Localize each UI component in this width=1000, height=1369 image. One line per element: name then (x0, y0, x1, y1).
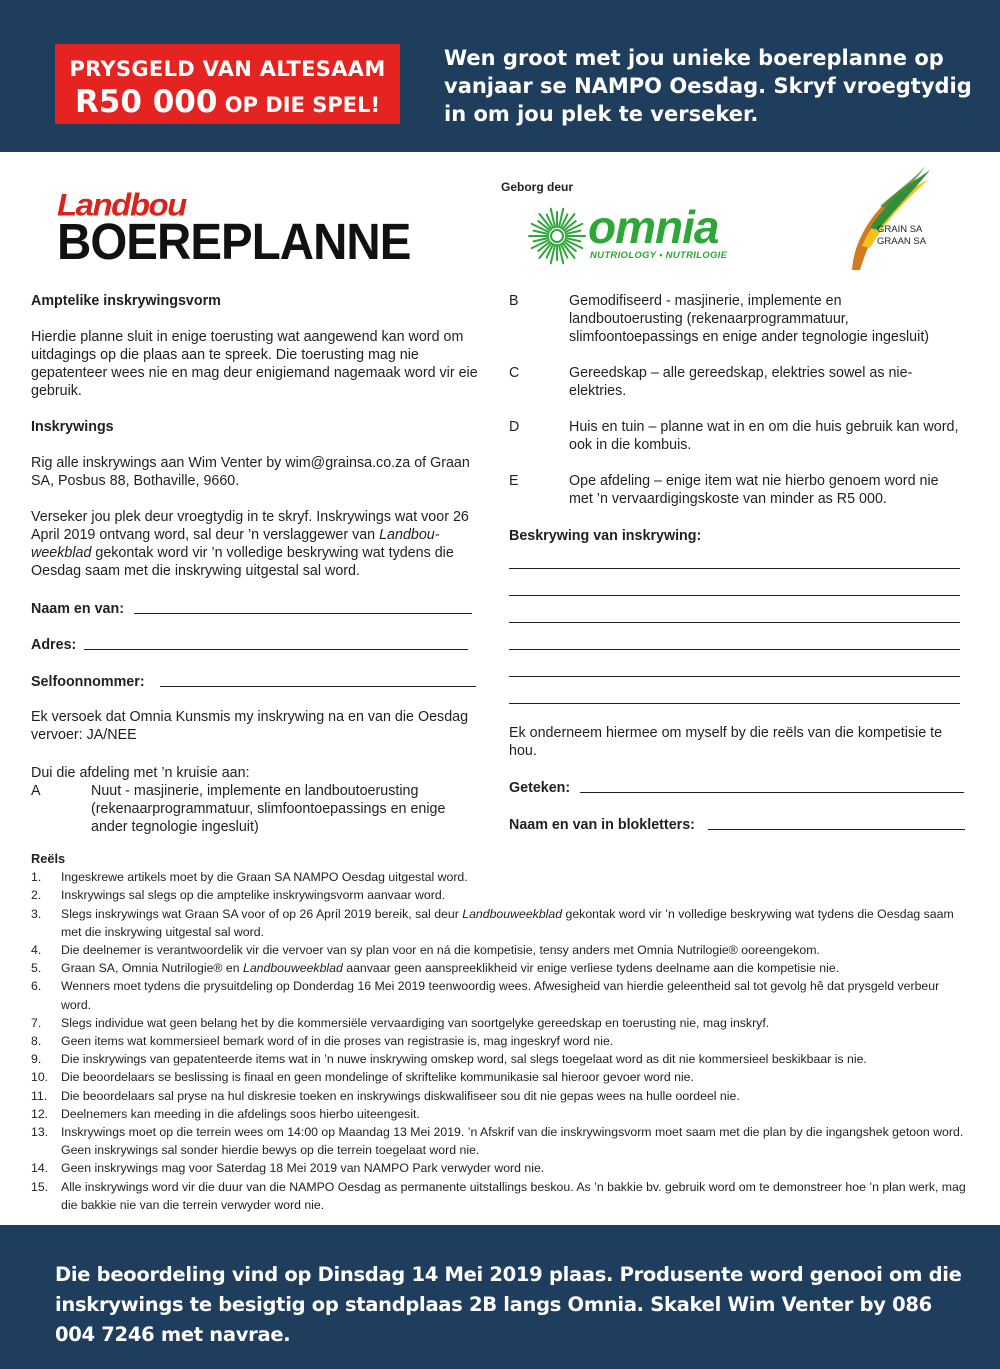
category-text: Ope afdeling – enige item wat nie hierbo genoem word nie met ’n vervaardigingskoste van minder as R5 000. (569, 473, 939, 507)
omnia-logo: omnia (588, 201, 719, 253)
block-name-field[interactable] (708, 829, 965, 830)
form-intro: Hierdie planne sluit in enige toerusting wat aangewend kan word om uitdagings op die plaas aan te spreek. Die toerusting mag nie gepatenteer wees nie en mag deur enigiemand nagemaak word vir eie gebruik. (31, 329, 478, 399)
entries-contact: Rig alle inskrywings aan Wim Venter by wim@grainsa.co.za of Graan SA, Posbus 88, Bothaville, 9660. (31, 455, 470, 489)
block-name-label: Naam en van in blokletters: (509, 817, 695, 833)
banner-headline: Wen groot met jou unieke boereplanne op vanjaar se NAMPO Oesdag. Skryf vroegtydig in om jou plek te verseker. (444, 46, 972, 126)
rule-text: Geen inskrywings mag voor Saterdag 18 Mei 2019 van NAMPO Park verwyder word nie. (61, 1161, 545, 1176)
rule-number: 2. (31, 888, 42, 903)
rule-item (31, 1159, 966, 1177)
entries-title: Inskrywings (31, 419, 114, 435)
signed-label: Geteken: (509, 780, 571, 796)
rule-text: Alle inskrywings word vir die duur van die NAMPO Oesdag as permanente uitstallings beskou. As ’n bakkie bv. gebruik word om te demonstreer hoe ’n plan werk, mag die bakkie nie van die terrein verwyder word nie. (61, 1179, 966, 1212)
rule-text-a: Slegs inskrywings wat Graan SA voor of op 26 April 2019 bereik, sal deur (61, 906, 463, 921)
description-line-3[interactable] (509, 622, 960, 623)
rule-item (31, 905, 966, 941)
rule-text-b: gekontak word vir ’n volledige beskrywing wat tydens die Oesdag saam met die inskrywing uitgestal sal word. (61, 906, 954, 939)
rule-text: Die inskrywings van gepatenteerde items wat in ’n nuwe inskrywing omskep word, sal slegs toegelaat word as dit nie kommersieel beskikbaar is nie. (61, 1052, 867, 1067)
name-label: Naam en van: (31, 601, 124, 617)
rule-number: 7. (31, 1015, 42, 1030)
rule-text: Die beoordelaars se beslissing is finaal en geen mondelinge of skriftelike kommunikasie sal hieroor gevoer word nie. (61, 1070, 694, 1085)
rule-number: 11. (31, 1088, 48, 1103)
rules-section (31, 850, 966, 1214)
rule-text: Deelnemers kan meeding in die afdelings soos hierbo uiteengesit. (61, 1106, 420, 1121)
form-title: Amptelike inskrywingsvorm (31, 293, 221, 309)
rule-item (31, 886, 966, 904)
rule-number: 14. (31, 1161, 49, 1176)
rule-number: 10. (31, 1070, 49, 1085)
rule-item (31, 868, 966, 886)
category-letter: B (509, 293, 519, 309)
grainsa-swoosh-icon (840, 166, 930, 276)
rule-text: Wenners moet tydens die prysuitdeling op Donderdag 16 Mei 2019 teenwoordig wees. Afwesigheid van hierdie geleentheid sal tot gevolg hê dat prysgeld verbeur word. (61, 979, 940, 1012)
rule-item (31, 1014, 966, 1032)
boereplanne-logo: BOEREPLANNE (57, 213, 411, 270)
prize-badge (55, 44, 400, 124)
prize-suffix: OP DIE SPEL! (224, 93, 381, 117)
rule-text-a: Graan SA, Omnia Nutrilogie® en (61, 961, 243, 976)
description-line-5[interactable] (509, 676, 960, 677)
grainsa-line1: GRAIN SA (877, 224, 923, 235)
rule-item (31, 1068, 966, 1086)
rule-item (31, 1123, 966, 1159)
rule-text: Geen items wat kommersieel bemark word of in die proses van registrasie is, mag ingeskryf word nie. (61, 1034, 614, 1049)
rule-publication: Landbouweekblad (462, 906, 563, 921)
entries-deadline (31, 508, 491, 580)
rule-text: Die deelnemer is verantwoordelik vir die vervoer van sy plan voor en ná die kompetisie, tensy anders met Omnia Nutrilogie® ooreengekom. (61, 943, 820, 958)
rule-item (31, 959, 966, 977)
description-label: Beskrywing van inskrywing: (509, 528, 702, 544)
rule-item (31, 1105, 966, 1123)
prize-amount: R50 000 (74, 84, 218, 120)
grainsa-logo-text (877, 224, 926, 248)
rule-text: Slegs individue wat geen belang het by die kommersiële vervaardiging van soortgelyke gereedskap en toerusting nie, mag inskryf. (61, 1015, 770, 1030)
rule-number: 12. (31, 1106, 49, 1121)
description-line-4[interactable] (509, 649, 960, 650)
rule-number: 4. (31, 943, 42, 958)
entries-deadline-publication: Landbouweekblad (31, 527, 440, 561)
rule-number: 13. (31, 1125, 49, 1140)
name-field[interactable] (134, 613, 472, 614)
category-letter: D (509, 419, 520, 435)
rule-number: 3. (31, 906, 42, 921)
rule-number: 5. (31, 961, 42, 976)
category-letter: A (31, 783, 41, 799)
address-label: Adres: (31, 637, 77, 653)
cell-label: Selfoonnommer: (31, 674, 145, 690)
entries-deadline-a: Verseker jou plek deur vroegtydig in te skryf. Inskrywings wat voor 26 April 2019 ontvang word, sal deur ’n verslaggewer van (31, 509, 469, 543)
entries-deadline-b: gekontak word vir ’n volledige beskrywing wat tydens die Oesdag saam met die inskrywing uitgestal sal word. (31, 545, 454, 579)
footer-text: Die beoordeling vind op Dinsdag 14 Mei 2019 plaas. Produsente word genooi om die inskrywings te besigtig op standplaas 2B langs Omnia. Skakel Wim Venter by 086 004 7246 met navrae. (55, 1263, 962, 1346)
prize-line1: PRYSGELD VAN ALTESAAM (69, 57, 386, 81)
rule-item (31, 977, 966, 1013)
rule-text: Die beoordelaars sal pryse na hul diskresie toeken en inskrywings diskwalifiseer sou dit nie gepas wees na hulle oordeel nie. (61, 1088, 740, 1103)
omnia-tagline: NUTRIOLOGY • NUTRILOGIE (590, 250, 728, 261)
omnia-sunburst-icon (528, 207, 586, 265)
description-line-6[interactable] (509, 703, 960, 704)
category-text: Nuut - masjinerie, implemente en landboutoerusting (rekenaarprogrammatuur, slimfoontoepassings en enige ander tegnologie ingesluit) (91, 783, 446, 835)
category-letter: C (509, 365, 520, 381)
rule-item (31, 941, 966, 959)
description-line-1[interactable] (509, 568, 960, 569)
sponsor-label: Geborg deur (501, 180, 574, 194)
rule-publication: Landbouweekblad (242, 961, 343, 976)
rule-item (31, 1178, 966, 1214)
rules-title: Reëls (31, 851, 66, 866)
rule-number: 9. (31, 1052, 42, 1067)
signature-field[interactable] (580, 792, 964, 793)
cellphone-field[interactable] (160, 686, 476, 687)
grainsa-line2: GRAAN SA (877, 236, 927, 247)
undertaking-text: Ek onderneem hiermee om myself by die reëls van die kompetisie te hou. (509, 725, 943, 759)
category-text: Huis en tuin – planne wat in en om die huis gebruik kan word, ook in die kombuis. (569, 419, 959, 453)
bottom-banner (0, 1225, 1000, 1369)
rule-text: Inskrywings sal slegs op die amptelike inskrywingsvorm aanvaar word. (61, 888, 446, 903)
address-field[interactable] (84, 649, 468, 650)
rule-text-b: aanvaar geen aanspreeklikheid vir enige verliese tydens deelname aan die kompetisie nie. (342, 961, 840, 976)
rule-text: Ingeskrewe artikels moet by die Graan SA NAMPO Oesdag uitgestal word. (61, 870, 468, 885)
rule-number: 8. (31, 1034, 42, 1049)
rule-item (31, 1032, 966, 1050)
rule-number: 1. (31, 870, 42, 885)
landbou-logo: Landbou (57, 186, 186, 223)
rule-item (31, 1087, 966, 1105)
category-text: Gemodifiseerd - masjinerie, implemente en landboutoerusting (rekenaarprogrammatuur, slimfoontoepassings en enige ander tegnologie ingesluit) (569, 293, 930, 345)
rule-item (31, 1050, 966, 1068)
rule-text: Inskrywings moet op die terrein wees om 14:00 op Maandag 13 Mei 2019. ’n Afskrif van die inskrywingsvorm moet saam met die plan by die ingangshek getoon word. Geen inskrywings sal sonder hierdie bewys op die terrein toegelaat word nie. (61, 1125, 964, 1158)
top-banner (0, 0, 1000, 152)
category-text: Gereedskap – alle gereedskap, elektries sowel as nie-elektries. (569, 365, 913, 399)
prize-line2 (55, 84, 400, 120)
category-prompt: Dui die afdeling met ’n kruisie aan: (31, 765, 250, 781)
rule-number: 15. (31, 1179, 49, 1194)
rule-number: 6. (31, 979, 42, 994)
transport-request: Ek versoek dat Omnia Kunsmis my inskrywing na en van die Oesdag vervoer: JA/NEE (31, 709, 469, 743)
description-line-2[interactable] (509, 595, 960, 596)
category-letter: E (509, 473, 519, 489)
